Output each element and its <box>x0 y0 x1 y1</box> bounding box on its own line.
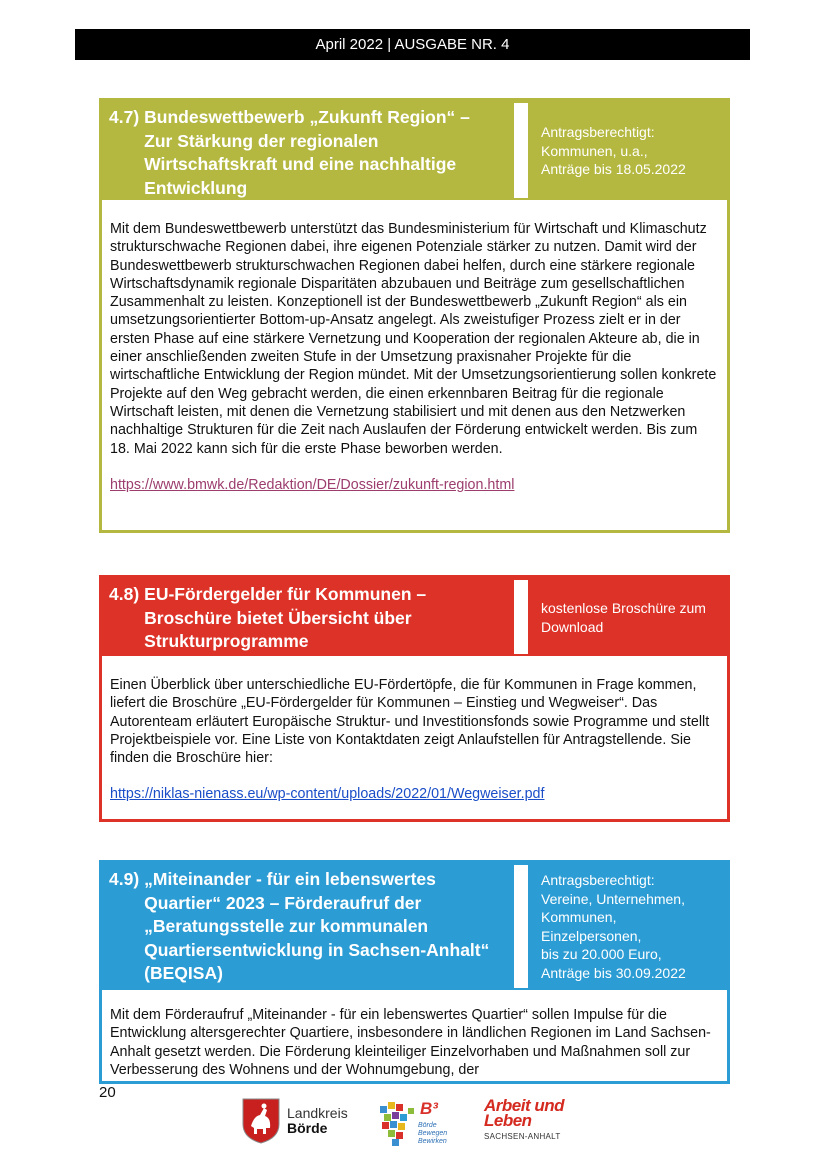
aul-subtitle: SACHSEN-ANHALT <box>484 1132 561 1141</box>
section-number: 4.8) <box>109 584 140 604</box>
section-title: „Miteinander - für ein lebenswertes Quartier“ 2023 – Förderaufruf der „Beratungsstelle zur kommunalen Quartiersentwicklung in Sachsen-Anhalt“ (BEQISA) <box>144 869 490 983</box>
eligibility-info: Antragsberechtigt: Kommunen, u.a., Anträge bis 18.05.2022 <box>541 124 686 177</box>
card-body <box>102 990 727 1093</box>
source-link[interactable]: https://www.bmwk.de/Redaktion/DE/Dossier/zukunft-region.html <box>110 476 515 493</box>
footer-logos <box>0 1092 826 1152</box>
aul-line-1: Arbeit und <box>484 1096 564 1115</box>
issue-label: April 2022 | AUSGABE NR. 4 <box>315 36 510 53</box>
section-title: EU-Fördergelder für Kommunen – Broschüre bietet Übersicht über Strukturprogramme <box>144 584 427 651</box>
landkreis-label: Landkreis <box>287 1105 348 1121</box>
section-title: Bundeswettbewerb „Zukunft Region“ – Zur Stärkung der regionalen Wirtschaftskraft und eine nachhaltige Entwicklung <box>144 107 470 198</box>
card-4-7 <box>99 98 730 533</box>
landkreis-boerde-logo <box>242 1098 348 1144</box>
body-text: Mit dem Förderaufruf „Miteinander - für ein lebenswertes Quartier“ sollen Impulse für die Entwicklung altersgerechter Quartiere, insbesondere in ländlichen Regionen im Land Sachsen-Anhalt gesetzt werden. Die Förderung kleinteiliger Einzelvorhaben und Maßnahmen soll zur Verbesserung des Wohnens und der Wohnumgebung, der <box>110 1007 711 1078</box>
page-number: 20 <box>99 1084 116 1101</box>
divider <box>507 578 535 656</box>
card-title <box>102 863 507 990</box>
brochure-link[interactable]: https://niklas-nienass.eu/wp-content/uploads/2022/01/Wegweiser.pdf <box>110 786 545 803</box>
section-number: 4.9) <box>109 869 140 889</box>
divider <box>507 863 535 990</box>
card-title <box>102 578 507 656</box>
body-text: Einen Überblick über unterschiedliche EU-Fördertöpfe, die für Kommunen in Frage kommen, liefert die Broschüre „EU-Fördergelder für Kommunen – Einstieg und Wegweiser“. Das Autorenteam erläutert Europäische Struktur- und Investitionsfonds sowie Programme und stellt Projektbeispiele vor. Eine Liste von Kontaktdaten zeigt Anlaufstellen für Antragstellende. Sie finden die Broschüre hier: <box>110 677 710 767</box>
divider <box>507 101 535 200</box>
boerde-label: Börde <box>287 1120 328 1136</box>
card-header <box>102 863 727 990</box>
card-header <box>102 101 727 200</box>
download-info: kostenlose Broschüre zum Download <box>541 600 706 635</box>
b3-line-2: Bewegen <box>418 1130 448 1137</box>
card-title <box>102 101 507 200</box>
section-number: 4.7) <box>109 107 140 127</box>
aul-line-2: Leben <box>484 1111 532 1130</box>
header-bar <box>75 29 750 60</box>
body-text: Mit dem Bundeswettbewerb unterstützt das Bundesministerium für Wirtschaft und Klimaschutz strukturschwache Regionen dabei, ihre eigenen Potenziale stärker zu nutzen. Damit wird der Bundeswettbewerb strukturschwachen Regionen dabei helfen, durch eine stärkere regionale Wirtschaftsdynamik regionale Disparitäten abzubauen und Beiträge zum gesellschaftlichen Zusammenhalt zu leisten. Konzeptionell ist der Bundeswettbewerb „Zukunft Region“ als ein umsetzungsorientierter Bottom-up-Ansatz angelegt. Als zweistufiger Prozess zielt er in der ersten Phase auf eine stärkere Vernetzung und Kooperation der regionalen Akteure ab, die in einer anschließenden zweiten Stufe in der Umsetzung praxisnaher Projekte für die wirtschaftliche Entwicklung der Region mündet. Mit der Umsetzungsorientierung sollen konkrete Projekte auf den Weg gebracht werden, die einen erkennbaren Beitrag für die regionale Wirtschaft leisten, mit denen die Vernetzung stabilisiert und mit denen aus den Netzwerken nachhaltige Strukturen für die Zeit nach Auslaufen der Förderung entwickelt werden. Bis zum 18. Mai 2022 kann sich für die erste Phase beworben werden. <box>110 221 717 457</box>
arbeit-und-leben-logo <box>484 1098 564 1141</box>
card-4-8 <box>99 575 730 822</box>
b3-line-1: Börde <box>418 1122 437 1129</box>
card-4-9 <box>99 860 730 1084</box>
card-body <box>102 656 727 818</box>
coat-of-arms-icon <box>242 1098 280 1144</box>
card-body <box>102 200 727 508</box>
card-header <box>102 578 727 656</box>
b3-mark: B³ <box>420 1099 438 1118</box>
b3-logo <box>378 1094 450 1150</box>
eligibility-info: Antragsberechtigt: Vereine, Unternehmen, Kommunen, Einzelpersonen, bis zu 20.000 Euro, Anträge bis 30.09.2022 <box>541 872 686 981</box>
b3-line-3: Bewirken <box>418 1138 447 1145</box>
